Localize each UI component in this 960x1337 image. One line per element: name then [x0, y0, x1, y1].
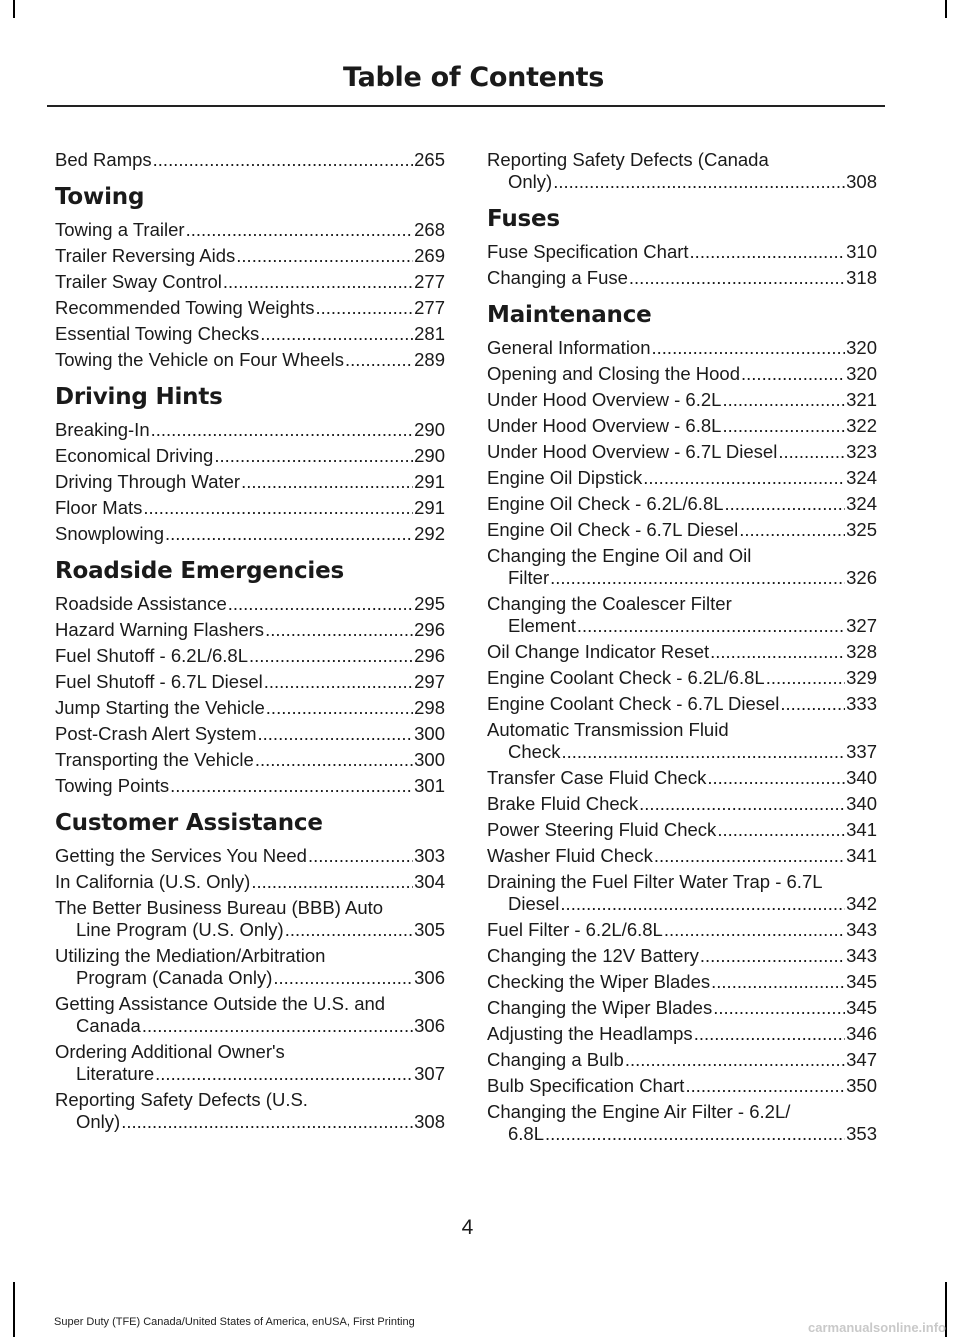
toc-entry-title: Transporting the Vehicle	[55, 749, 254, 770]
toc-leader-dots	[545, 1123, 845, 1145]
toc-entry[interactable]	[487, 545, 877, 589]
toc-entry-page: 325	[846, 519, 877, 540]
toc-leader-dots	[625, 1049, 845, 1071]
section-heading: Roadside Emergencies	[55, 558, 345, 584]
toc-entry[interactable]	[487, 693, 877, 715]
toc-entry-page: 343	[846, 919, 877, 940]
toc-entry[interactable]	[487, 441, 877, 463]
toc-entry-title: Driving Through Water	[55, 471, 241, 492]
toc-entry-title-cont: Check	[508, 741, 561, 762]
toc-leader-dots	[739, 519, 845, 541]
toc-entry[interactable]	[55, 945, 445, 989]
toc-entry-page: 290	[414, 419, 445, 440]
toc-entry-title-cont: Literature	[76, 1063, 155, 1084]
toc-entry-title: General Information	[487, 337, 651, 358]
crop-mark-top-right-v	[945, 0, 947, 18]
toc-leader-dots	[741, 363, 845, 385]
toc-entry-page: 323	[846, 441, 877, 462]
toc-entry-page: 320	[846, 337, 877, 358]
toc-entry-title: Checking the Wiper Blades	[487, 971, 711, 992]
toc-entry[interactable]	[487, 149, 877, 193]
toc-leader-dots	[345, 349, 413, 371]
toc-leader-dots	[577, 615, 845, 637]
toc-entry[interactable]	[487, 267, 877, 289]
toc-entry-title: Changing a Bulb	[487, 1049, 624, 1070]
toc-entry-title: Draining the Fuel Filter Water Trap - 6.7L	[487, 871, 823, 892]
toc-entry[interactable]	[487, 819, 877, 841]
toc-entry-title: Fuel Filter - 6.2L/6.8L	[487, 919, 663, 940]
toc-entry-page: 297	[414, 671, 445, 692]
toc-entry[interactable]	[55, 149, 445, 171]
toc-entry-title: Reporting Safety Defects (Canada	[487, 149, 769, 170]
toc-leader-dots	[236, 245, 413, 267]
toc-entry[interactable]	[487, 363, 877, 385]
toc-entry-title-cont: Filter	[508, 567, 550, 588]
toc-leader-dots	[264, 671, 413, 693]
toc-entry-page: 341	[846, 845, 877, 866]
toc-entry-page: 337	[846, 741, 877, 762]
toc-entry[interactable]	[55, 723, 445, 745]
toc-leader-dots	[664, 919, 845, 941]
toc-entry[interactable]	[487, 1101, 877, 1145]
toc-entry[interactable]	[487, 793, 877, 815]
toc-entry-title: Recommended Towing Weights	[55, 297, 315, 318]
toc-entry-title: Fuel Shutoff - 6.7L Diesel	[55, 671, 263, 692]
toc-entry-title: Economical Driving	[55, 445, 214, 466]
toc-leader-dots	[766, 667, 845, 689]
toc-entry-title-cont: Line Program (U.S. Only)	[76, 919, 284, 940]
section-heading: Customer Assistance	[55, 810, 323, 836]
toc-entry-page: 318	[846, 267, 877, 288]
toc-entry-page: 342	[846, 893, 877, 914]
toc-entry-title: Changing the Coalescer Filter	[487, 593, 732, 614]
toc-leader-dots	[214, 445, 413, 467]
toc-entry-title: Post-Crash Alert System	[55, 723, 257, 744]
toc-entry-page: 290	[414, 445, 445, 466]
toc-leader-dots	[654, 845, 845, 867]
toc-entry-continuation	[487, 1123, 877, 1145]
crop-mark-top-left-v	[13, 0, 15, 18]
toc-leader-dots	[717, 819, 845, 841]
section-heading: Driving Hints	[55, 384, 223, 410]
toc-entry[interactable]	[55, 523, 445, 545]
toc-entry-page: 327	[846, 615, 877, 636]
toc-entry[interactable]	[55, 1041, 445, 1085]
toc-leader-dots	[553, 171, 845, 193]
toc-entry-page: 289	[414, 349, 445, 370]
toc-entry-page: 320	[846, 363, 877, 384]
toc-entry-page: 296	[414, 619, 445, 640]
toc-entry-page: 340	[846, 793, 877, 814]
toc-entry-title-cont: Canada	[76, 1015, 141, 1036]
toc-entry-title: Snowplowing	[55, 523, 165, 544]
toc-leader-dots	[255, 749, 413, 771]
toc-entry[interactable]	[487, 415, 877, 437]
toc-entry-title: Engine Coolant Check - 6.2L/6.8L	[487, 667, 765, 688]
toc-entry[interactable]	[487, 641, 877, 663]
toc-entry[interactable]	[487, 845, 877, 867]
section-heading: Fuses	[487, 206, 560, 232]
page-title: Table of Contents	[342, 62, 604, 93]
toc-leader-dots	[223, 271, 413, 293]
toc-leader-dots	[725, 493, 846, 515]
toc-leader-dots	[550, 567, 845, 589]
toc-entry-page: 345	[846, 997, 877, 1018]
toc-leader-dots	[153, 149, 413, 171]
toc-entry-page: 306	[414, 967, 445, 988]
toc-entry-page: 268	[414, 219, 445, 240]
toc-entry-page: 340	[846, 767, 877, 788]
toc-entry[interactable]	[55, 993, 445, 1037]
toc-entry-continuation	[55, 1015, 445, 1037]
toc-entry-title: Essential Towing Checks	[55, 323, 260, 344]
footer-edition: Super Duty (TFE) Canada/United States of America, enUSA, First Printing	[54, 1316, 415, 1328]
toc-entry-title: Transfer Case Fluid Check	[487, 767, 707, 788]
toc-entry[interactable]	[487, 1075, 877, 1097]
toc-entry-title: Engine Oil Check - 6.7L Diesel	[487, 519, 739, 540]
toc-entry-title: Trailer Reversing Aids	[55, 245, 236, 266]
toc-entry[interactable]	[487, 997, 877, 1019]
toc-leader-dots	[170, 775, 413, 797]
toc-entry-title: Bulb Specification Chart	[487, 1075, 685, 1096]
toc-leader-dots	[151, 419, 414, 441]
toc-entry[interactable]	[487, 767, 877, 789]
toc-entry-page: 300	[414, 723, 445, 744]
toc-leader-dots	[713, 997, 845, 1019]
toc-entry-page: 324	[846, 493, 877, 514]
toc-entry-page: 350	[846, 1075, 877, 1096]
toc-entry-continuation	[487, 567, 877, 589]
toc-entry-title-cont: Element	[508, 615, 576, 636]
toc-column-left	[55, 149, 445, 1137]
toc-entry-title: Towing a Trailer	[55, 219, 185, 240]
toc-entry-title: Towing Points	[55, 775, 170, 796]
toc-entry[interactable]	[55, 323, 445, 345]
toc-entry-page: 291	[414, 497, 445, 518]
toc-leader-dots	[260, 323, 413, 345]
toc-entry-page: 326	[846, 567, 877, 588]
toc-entry-title-cont: Only)	[76, 1111, 121, 1132]
toc-entry[interactable]	[55, 1089, 445, 1133]
toc-entry[interactable]	[55, 271, 445, 293]
toc-entry-page: 347	[846, 1049, 877, 1070]
toc-entry-title: Washer Fluid Check	[487, 845, 653, 866]
toc-entry-page: 292	[414, 523, 445, 544]
toc-entry[interactable]	[487, 389, 877, 411]
toc-entry[interactable]	[487, 241, 877, 263]
toc-entry[interactable]	[55, 497, 445, 519]
toc-entry-page: 307	[414, 1063, 445, 1084]
toc-entry[interactable]	[55, 697, 445, 719]
toc-entry-title: Changing the Wiper Blades	[487, 997, 713, 1018]
toc-entry-title: Engine Oil Dipstick	[487, 467, 643, 488]
toc-leader-dots	[639, 793, 845, 815]
toc-leader-dots	[121, 1111, 413, 1133]
toc-entry[interactable]	[55, 471, 445, 493]
toc-leader-dots	[228, 593, 413, 615]
toc-entry[interactable]	[487, 667, 877, 689]
toc-entry-page: 353	[846, 1123, 877, 1144]
toc-entry[interactable]	[55, 297, 445, 319]
toc-entry[interactable]	[487, 719, 877, 763]
toc-entry-page: 321	[846, 389, 877, 410]
toc-entry-page: 346	[846, 1023, 877, 1044]
section-heading: Maintenance	[487, 302, 652, 328]
toc-entry[interactable]	[487, 971, 877, 993]
toc-leader-dots	[780, 693, 845, 715]
toc-entry-page: 304	[414, 871, 445, 892]
toc-entry-title: Changing the 12V Battery	[487, 945, 699, 966]
toc-entry[interactable]	[55, 897, 445, 941]
toc-entry-title: Floor Mats	[55, 497, 143, 518]
toc-leader-dots	[142, 1015, 413, 1037]
toc-leader-dots	[258, 723, 414, 745]
toc-entry-title: Under Hood Overview - 6.2L	[487, 389, 722, 410]
toc-entry-title: In California (U.S. Only)	[55, 871, 251, 892]
toc-leader-dots	[155, 1063, 413, 1085]
toc-leader-dots	[722, 389, 845, 411]
toc-entry[interactable]	[487, 871, 877, 915]
toc-entry-title: Changing the Engine Air Filter - 6.2L/	[487, 1101, 791, 1122]
toc-entry-title: Getting the Services You Need	[55, 845, 307, 866]
crop-mark-bottom-left-v	[13, 1282, 15, 1337]
toc-entry[interactable]	[55, 871, 445, 893]
toc-leader-dots	[285, 919, 413, 941]
toc-entry[interactable]	[55, 349, 445, 371]
toc-entry-title: Fuse Specification Chart	[487, 241, 689, 262]
toc-entry-title: Utilizing the Mediation/Arbitration	[55, 945, 326, 966]
toc-entry-title-cont: Program (Canada Only)	[76, 967, 273, 988]
toc-entry-page: 306	[414, 1015, 445, 1036]
toc-entry-page: 298	[414, 697, 445, 718]
toc-leader-dots	[249, 645, 413, 667]
toc-entry-continuation	[487, 893, 877, 915]
toc-entry-page: 281	[414, 323, 445, 344]
toc-entry-title: Reporting Safety Defects (U.S.	[55, 1089, 308, 1110]
toc-entry[interactable]	[55, 445, 445, 467]
toc-leader-dots	[251, 871, 413, 893]
toc-entry-title-cont: Only)	[508, 171, 553, 192]
toc-entry-continuation	[487, 171, 877, 193]
watermark: carmanualsonline.info	[808, 1320, 946, 1335]
toc-leader-dots	[690, 241, 846, 263]
toc-entry-title: Changing the Engine Oil and Oil	[487, 545, 752, 566]
toc-leader-dots	[778, 441, 845, 463]
toc-leader-dots	[241, 471, 413, 493]
toc-entry[interactable]	[55, 749, 445, 771]
toc-entry-title: Getting Assistance Outside the U.S. and	[55, 993, 386, 1014]
toc-entry-page: 291	[414, 471, 445, 492]
toc-entry-title: Trailer Sway Control	[55, 271, 222, 292]
page-number: 4	[461, 1216, 474, 1239]
toc-entry-page: 343	[846, 945, 877, 966]
toc-entry[interactable]	[487, 467, 877, 489]
toc-entry-title: The Better Business Bureau (BBB) Auto	[55, 897, 384, 918]
toc-entry-title: Oil Change Indicator Reset	[487, 641, 710, 662]
toc-entry-page: 345	[846, 971, 877, 992]
toc-entry-page: 308	[846, 171, 877, 192]
toc-entry-title-cont: 6.8L	[508, 1123, 545, 1144]
toc-entry-page: 277	[414, 297, 445, 318]
toc-entry-page: 300	[414, 749, 445, 770]
toc-leader-dots	[722, 415, 845, 437]
toc-leader-dots	[265, 619, 413, 641]
toc-entry-title: Under Hood Overview - 6.7L Diesel	[487, 441, 778, 462]
toc-entry-title: Automatic Transmission Fluid	[487, 719, 729, 740]
toc-entry-title: Power Steering Fluid Check	[487, 819, 717, 840]
toc-entry-title: Adjusting the Headlamps	[487, 1023, 693, 1044]
toc-leader-dots	[629, 267, 845, 289]
toc-leader-dots	[700, 945, 845, 967]
toc-entry[interactable]	[55, 219, 445, 241]
toc-entry[interactable]	[487, 519, 877, 541]
toc-entry-page: 277	[414, 271, 445, 292]
toc-entry-page: 269	[414, 245, 445, 266]
toc-entry-page: 329	[846, 667, 877, 688]
toc-leader-dots	[273, 967, 413, 989]
toc-entry-continuation	[55, 967, 445, 989]
toc-entry[interactable]	[55, 645, 445, 667]
toc-leader-dots	[685, 1075, 845, 1097]
toc-entry-page: 328	[846, 641, 877, 662]
toc-entry-title: Engine Coolant Check - 6.7L Diesel	[487, 693, 780, 714]
toc-entry-title: Breaking-In	[55, 419, 150, 440]
toc-entry-continuation	[487, 741, 877, 763]
toc-entry-title: Brake Fluid Check	[487, 793, 639, 814]
toc-leader-dots	[643, 467, 845, 489]
toc-leader-dots	[315, 297, 413, 319]
toc-entry-page: 322	[846, 415, 877, 436]
toc-leader-dots	[560, 893, 845, 915]
toc-entry[interactable]	[487, 593, 877, 637]
toc-entry-title: Ordering Additional Owner's	[55, 1041, 285, 1062]
toc-entry-title: Jump Starting the Vehicle	[55, 697, 265, 718]
toc-entry-continuation	[55, 1063, 445, 1085]
toc-leader-dots	[711, 971, 845, 993]
toc-entry-page: 324	[846, 467, 877, 488]
toc-entry-title: Changing a Fuse	[487, 267, 628, 288]
toc-entry-title: Fuel Shutoff - 6.2L/6.8L	[55, 645, 249, 666]
toc-entry-page: 341	[846, 819, 877, 840]
toc-entry-page: 265	[414, 149, 445, 170]
toc-entry-title: Engine Oil Check - 6.2L/6.8L	[487, 493, 724, 514]
toc-leader-dots	[561, 741, 845, 763]
toc-entry-page: 333	[846, 693, 877, 714]
toc-column-right	[487, 149, 877, 1149]
toc-entry[interactable]	[55, 419, 445, 441]
toc-entry[interactable]	[55, 671, 445, 693]
toc-entry-continuation	[55, 919, 445, 941]
toc-leader-dots	[266, 697, 413, 719]
toc-leader-dots	[308, 845, 413, 867]
toc-entry[interactable]	[487, 1049, 877, 1071]
toc-entry-continuation	[55, 1111, 445, 1133]
toc-leader-dots	[143, 497, 413, 519]
toc-entry-page: 305	[414, 919, 445, 940]
toc-entry-title: Hazard Warning Flashers	[55, 619, 265, 640]
toc-entry[interactable]	[487, 493, 877, 515]
toc-entry-title: Towing the Vehicle on Four Wheels	[55, 349, 344, 370]
toc-entry[interactable]	[55, 775, 445, 797]
toc-entry-page: 296	[414, 645, 445, 666]
toc-entry-title-cont: Diesel	[508, 893, 560, 914]
toc-leader-dots	[165, 523, 413, 545]
toc-entry-page: 303	[414, 845, 445, 866]
toc-entry-page: 308	[414, 1111, 445, 1132]
toc-entry-title: Under Hood Overview - 6.8L	[487, 415, 722, 436]
toc-entry-title: Bed Ramps	[55, 149, 152, 170]
toc-entry[interactable]	[55, 845, 445, 867]
toc-entry[interactable]	[487, 1023, 877, 1045]
toc-entry-page: 301	[414, 775, 445, 796]
toc-leader-dots	[694, 1023, 845, 1045]
toc-entry-title: Roadside Assistance	[55, 593, 227, 614]
toc-entry-page: 310	[846, 241, 877, 262]
toc-entry[interactable]	[55, 245, 445, 267]
toc-entry-continuation	[487, 615, 877, 637]
header-rule	[47, 105, 885, 107]
toc-entry[interactable]	[487, 919, 877, 941]
toc-leader-dots	[186, 219, 414, 241]
toc-entry-page: 295	[414, 593, 445, 614]
toc-entry[interactable]	[55, 619, 445, 641]
toc-leader-dots	[707, 767, 845, 789]
toc-entry-title: Opening and Closing the Hood	[487, 363, 741, 384]
section-heading: Towing	[55, 184, 145, 210]
toc-entry[interactable]	[487, 945, 877, 967]
toc-leader-dots	[652, 337, 846, 359]
toc-leader-dots	[710, 641, 845, 663]
toc-entry[interactable]	[487, 337, 877, 359]
toc-entry[interactable]	[55, 593, 445, 615]
